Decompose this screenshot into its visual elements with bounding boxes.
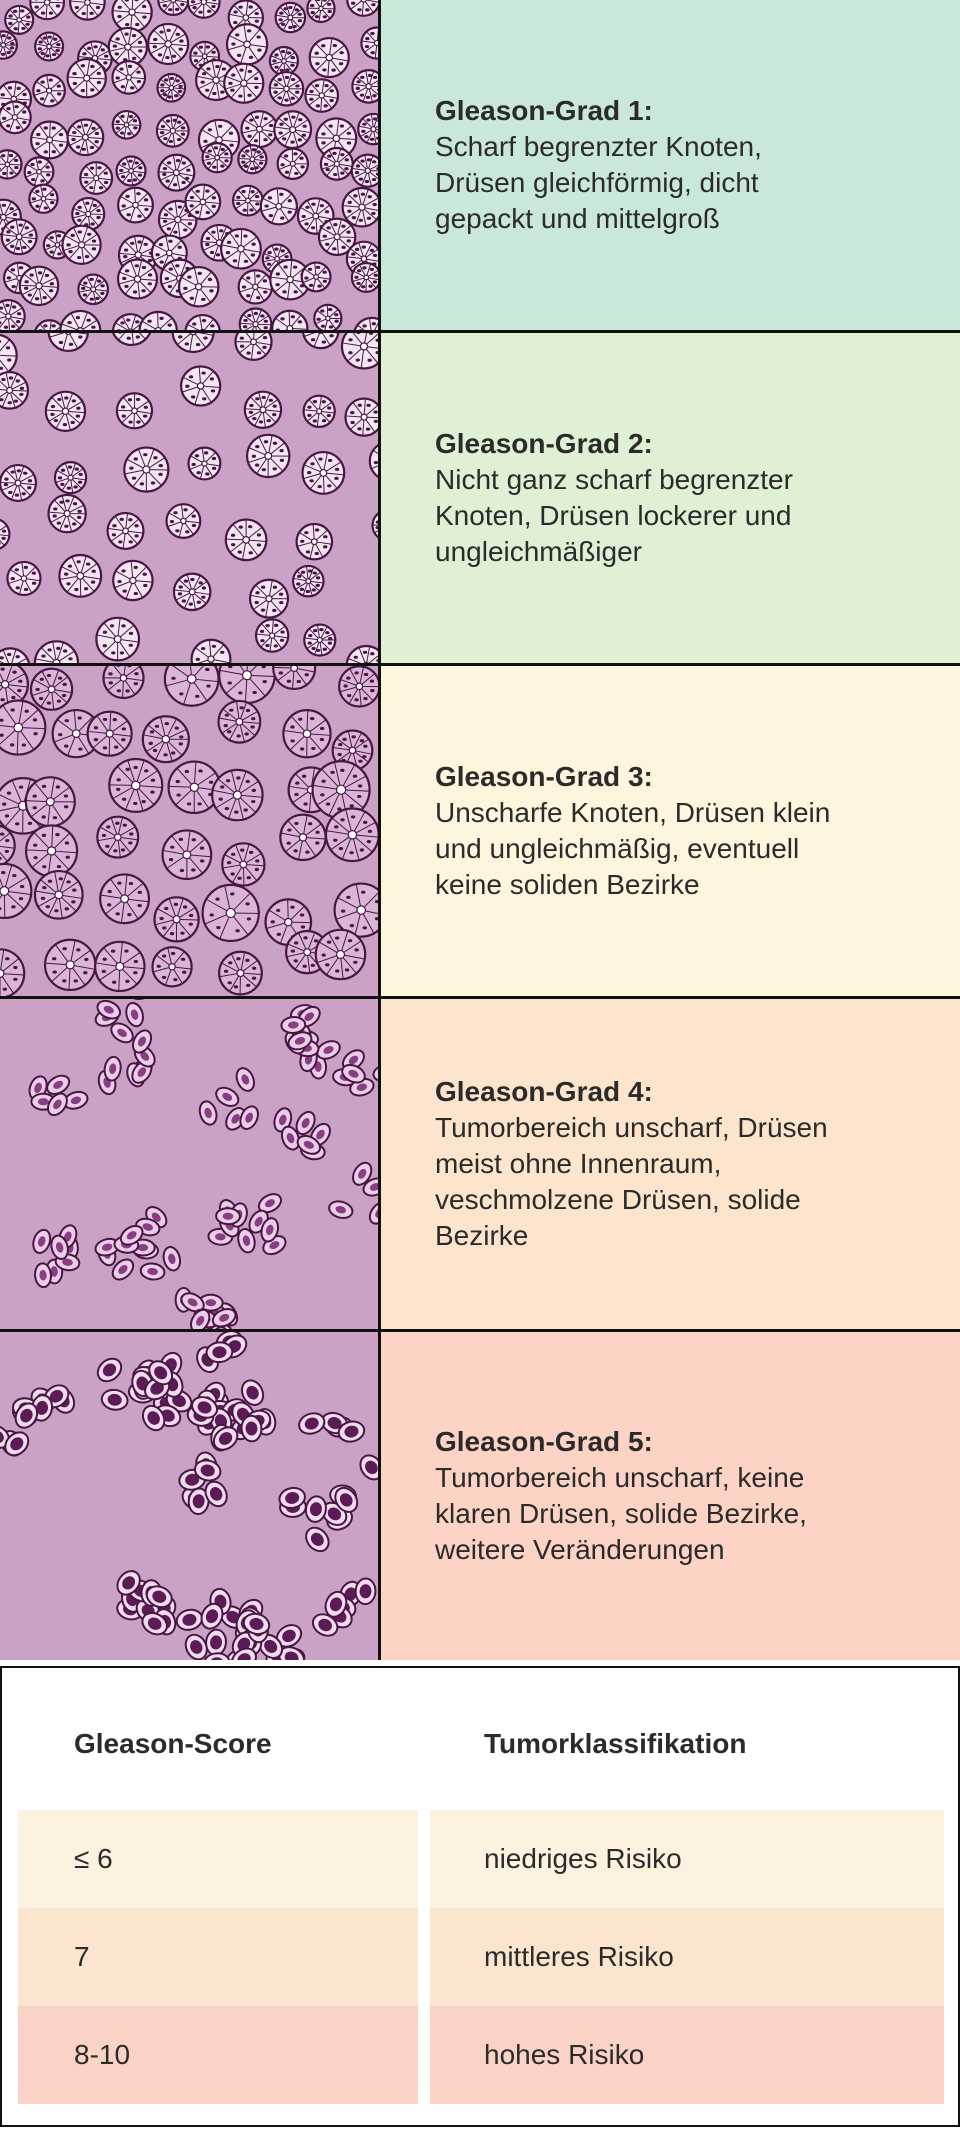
header-tumor-classification: Tumorklassifikation <box>484 1728 747 1759</box>
grade-title: Gleason-Grad 4: <box>435 1076 653 1107</box>
grade-text-line: weitere Veränderungen <box>435 1534 725 1565</box>
grade-text-line: Drüsen gleichförmig, dicht <box>435 167 759 198</box>
grade-row-5 <box>0 1332 960 1660</box>
grade-text-line: und ungleichmäßig, eventuell <box>435 833 800 864</box>
tissue-illustration-grade-2 <box>0 333 381 663</box>
classification-cell: hohes Risiko <box>430 2006 944 2104</box>
grade-text-line: klaren Drüsen, solide Bezirke, <box>435 1498 807 1529</box>
grade-text-line: Tumorbereich unscharf, keine <box>435 1462 805 1493</box>
grade-text-line: Bezirke <box>435 1220 529 1251</box>
grade-text-line: veschmolzene Drüsen, solide <box>435 1184 801 1215</box>
grade-row-1 <box>0 0 960 333</box>
grade-text-line: gepackt und mittelgroß <box>435 203 720 234</box>
score-row-low <box>18 1810 944 1908</box>
grade-text-line: Knoten, Drüsen lockerer und <box>435 500 792 531</box>
grade-title: Gleason-Grad 2: <box>435 428 653 459</box>
grade-description-3 <box>381 666 960 996</box>
tissue-illustration-grade-4 <box>0 999 381 1329</box>
grade-description-5 <box>381 1332 960 1660</box>
grade-text-line: meist ohne Innenraum, <box>435 1148 722 1179</box>
grade-text-line: Unscharfe Knoten, Drüsen klein <box>435 797 831 828</box>
score-row-medium <box>18 1908 944 2006</box>
classification-cell: mittleres Risiko <box>430 1908 944 2006</box>
tissue-illustration-grade-5 <box>0 1332 381 1660</box>
grade-text-line: Nicht ganz scharf begrenzter <box>435 464 793 495</box>
grade-title: Gleason-Grad 1: <box>435 95 653 126</box>
grade-text-line: keine soliden Bezirke <box>435 869 700 900</box>
grade-title: Gleason-Grad 5: <box>435 1426 653 1457</box>
score-cell: ≤ 6 <box>18 1810 418 1908</box>
tissue-illustration-grade-1 <box>0 0 381 330</box>
score-row-high <box>18 2006 944 2104</box>
grade-description-1 <box>381 0 960 330</box>
grade-text-line: ungleichmäßiger <box>435 536 642 567</box>
tissue-illustration-grade-3 <box>0 666 381 996</box>
header-gleason-score: Gleason-Score <box>74 1728 272 1759</box>
classification-cell: niedriges Risiko <box>430 1810 944 1908</box>
grade-row-2 <box>0 333 960 666</box>
grade-row-4 <box>0 999 960 1332</box>
grade-row-3 <box>0 666 960 999</box>
grade-description-4 <box>381 999 960 1329</box>
score-cell: 8-10 <box>18 2006 418 2104</box>
grade-text-line: Scharf begrenzter Knoten, <box>435 131 762 162</box>
score-cell: 7 <box>18 1908 418 2006</box>
grade-title: Gleason-Grad 3: <box>435 761 653 792</box>
gleason-score-table <box>0 1666 960 2127</box>
grade-description-2 <box>381 333 960 663</box>
grade-text-line: Tumorbereich unscharf, Drüsen <box>435 1112 828 1143</box>
